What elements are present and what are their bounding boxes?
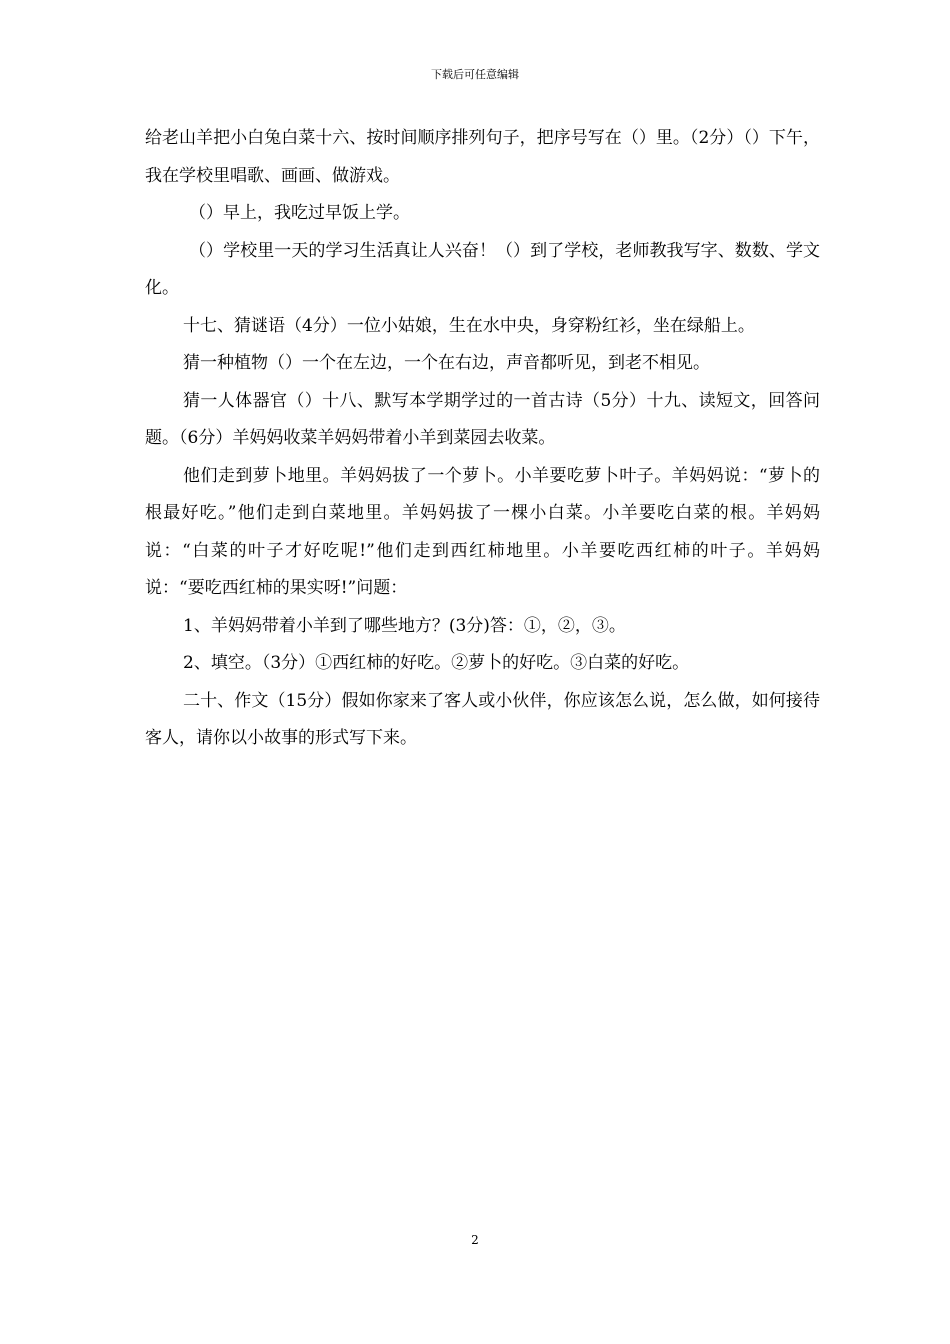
paragraph-morning: （）早上，我吃过早饭上学。 (189, 203, 410, 223)
paragraph-riddle-two: 猜一种植物（）一个在左边，一个在右边，声音都听见，到老不相见。 (183, 353, 710, 373)
paragraph-composition: 二十、作文（15分）假如你家来了客人或小伙伴，你应该怎么说，怎么做，如何接待客人，请你以小故事的形式写下来。 (145, 690, 820, 748)
paragraph-sorting-question: 给老山羊把小白兔白菜十六、按时间顺序排列句子，把序号写在（）里。（2分）（）下午，我在学校里唱歌、画画、做游戏。 (145, 128, 820, 186)
paragraph-story: 他们走到萝卜地里。羊妈妈拔了一个萝卜。小羊要吃萝卜叶子。羊妈妈说：“萝卜的根最好吃。”他们走到白菜地里。羊妈妈拔了一棵小白菜。小羊要吃白菜的根。羊妈妈说：“白菜的叶子才好吃呢!”他们走到西红柿地里。小羊要吃西红柿的叶子。羊妈妈说：“要吃西红柿的果实呀!”问题： (145, 465, 820, 598)
paragraph-question-two: 2、填空。（3分）①西红柿的好吃。②萝卜的好吃。③白菜的好吃。 (183, 653, 690, 673)
paragraph-question-one: 1、羊妈妈带着小羊到了哪些地方？(3分)答：①，②，③。 (183, 615, 626, 636)
page-header: 下载后可任意编辑 (431, 68, 519, 81)
paragraph-school-day: （）学校里一天的学习生活真让人兴奋！（）到了学校，老师教我写字、数数、学文化。 (145, 240, 820, 298)
page-number: 2 (471, 1233, 479, 1247)
paragraph-riddle-one: 十七、猜谜语（4分）一位小姑娘，生在水中央，身穿粉红衫，坐在绿船上。 (183, 315, 755, 336)
paragraph-poem-and-reading: 猜一人体器官（）十八、默写本学期学过的一首古诗（5分）十九、读短文，回答问题。（6分）羊妈妈收菜羊妈妈带着小羊到菜园去收菜。 (145, 390, 820, 448)
document-body (145, 120, 820, 758)
